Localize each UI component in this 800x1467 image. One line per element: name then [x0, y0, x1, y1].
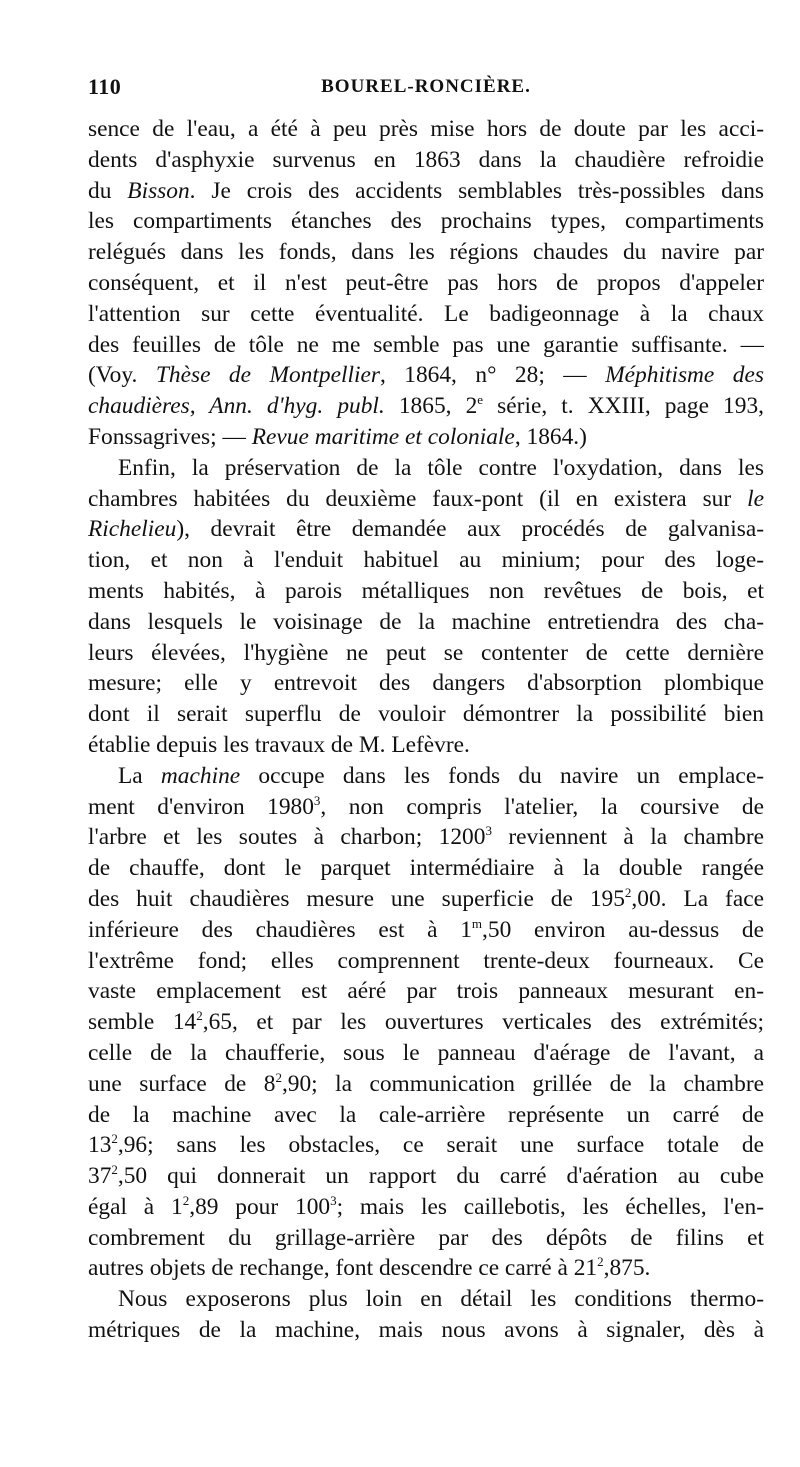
text-line: ment d'environ 1980$^3$, non compris l'atelier, la coursive de [88, 792, 764, 820]
text-line: tion, et non à l'enduit habituel au minium; pour des loge- [88, 547, 764, 574]
text-line: du Bisson. Je crois des accidents semblables très-possibles dans [88, 177, 764, 204]
text-line: combrement du grillage-arrière par des dépôts de filins et [88, 1224, 764, 1251]
text-line: leurs élevées, l'hygiène ne peut se contenter de cette dernière [88, 639, 764, 666]
text-line: Enfin, la préservation de la tôle contre l'oxydation, dans les [118, 454, 764, 481]
text-line: établie depuis les travaux de M. Lefèvre. [88, 731, 470, 758]
text-line: égal à $1^2,89$ pour $100^3$; mais les caillebotis, les échelles, l'en- [88, 1192, 764, 1220]
text-line: relégués dans les fonds, dans les régions chaudes du navire par [88, 239, 764, 266]
text-line: Nous exposerons plus loin en détail les conditions thermo- [118, 1286, 764, 1313]
text-line: semble $14^2,65$, et par les ouvertures verticales des extrémités; [88, 1008, 764, 1036]
text-line: dents d'asphyxie survenus en 1863 dans la chaudière refroidie [88, 146, 764, 173]
text-line: l'extrême fond; elles comprennent trente-deux fourneaux. Ce [88, 947, 764, 974]
text-line: dont il serait superflu de vouloir démontrer la possibilité bien [88, 701, 764, 728]
page-header [88, 74, 764, 104]
text-line: mesure; elle y entrevoit des dangers d'absorption plombique [88, 670, 764, 697]
text-line: l'attention sur cette éventualité. Le badigeonnage à la chaux [88, 300, 764, 327]
text-line: les compartiments étanches des prochains types, compartiments [88, 208, 764, 235]
text-line: des huit chaudières mesure une superficie de $195^2,00$. La face [88, 884, 764, 912]
text-line: chaudières, Ann. d'hyg. publ. 1865, 2e série, t. XXIII, page 193, [88, 392, 764, 420]
page-number: 110 [88, 74, 122, 99]
body-text [88, 114, 764, 1346]
text-line: l'arbre et les soutes à charbon; 1200$^3$ reviennent à la chambre [88, 823, 764, 851]
text-line: de chauffe, dont le parquet intermédiaire à la double rangée [88, 855, 764, 882]
text-line: des feuilles de tôle ne me semble pas une garantie suffisante. — [88, 331, 764, 358]
text-line: ments habités, à parois métalliques non revêtues de bois, et [88, 577, 764, 604]
text-line: Fonssagrives; — Revue maritime et coloniale, 1864.) [88, 423, 587, 450]
text-line: $37^2,50$ qui donnerait un rapport du carré d'aération au cube [88, 1162, 764, 1190]
text-line: dans lesquels le voisinage de la machine entretiendra des cha- [88, 608, 764, 635]
text-line: autres objets de rechange, font descendre ce carré à $21^2,875$. [88, 1254, 651, 1282]
text-line: $13^2,96$; sans les obstacles, ce serait une surface totale de [88, 1131, 764, 1159]
text-line: La machine occupe dans les fonds du navire un emplace- [118, 762, 764, 789]
text-line: de la machine avec la cale-arrière représente un carré de [88, 1101, 764, 1128]
text-line: celle de la chaufferie, sous le panneau d'aérage de l'avant, a [88, 1039, 764, 1066]
text-line: conséquent, et il n'est peut-être pas hors de propos d'appeler [88, 269, 764, 296]
text-line: une surface de $8^2,90$; la communication grillée de la chambre [88, 1069, 764, 1097]
text-line: vaste emplacement est aéré par trois panneaux mesurant en- [88, 978, 764, 1005]
text-line: sence de l'eau, a été à peu près mise hors de doute par les acci- [88, 116, 764, 142]
text-line: Richelieu), devrait être demandée aux procédés de galvanisa- [88, 516, 764, 543]
text-line: inférieure des chaudières est à 1$^m$,50 environ au-dessus de [88, 915, 764, 943]
text-line: chambres habitées du deuxième faux-pont (il en existera sur le [88, 485, 764, 512]
text-line: (Voy. Thèse de Montpellier, 1864, n° 28; — Méphitisme des [88, 362, 764, 389]
running-head: BOUREL-RONCIÈRE. [321, 76, 531, 97]
text-line: métriques de la machine, mais nous avons à signaler, dès à [88, 1317, 764, 1344]
